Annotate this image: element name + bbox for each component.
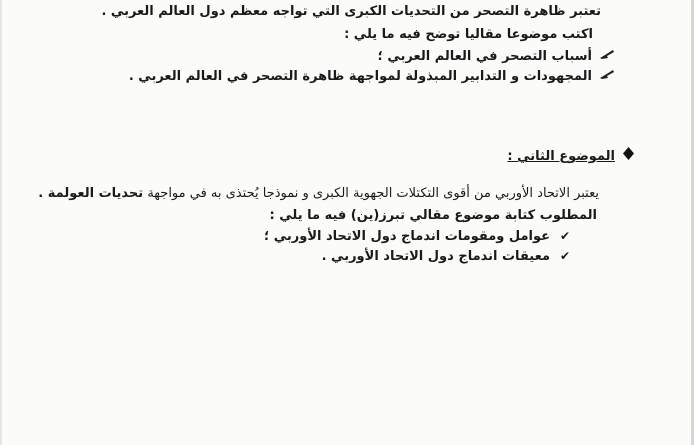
- topic1-task: اكتب موضوعا مقاليا توضح فيه ما يلي :: [344, 27, 593, 42]
- topic2-point: [0, 228, 694, 245]
- topic1-intro: تعتبر ظاهرة التصحر من التحديات الكبرى التي تواجه معظم دول العالم العربي .: [101, 4, 601, 19]
- checkmark-icon: ✔: [559, 249, 571, 263]
- diamond-bullet-icon: [623, 147, 634, 165]
- topic2-intro: [0, 186, 694, 202]
- topic1-point: [0, 48, 694, 65]
- topic2-point-text: عوامل ومقومات اندماج دول الاتحاد الأوربي ؛: [264, 229, 550, 244]
- pen-hand-icon: [598, 68, 616, 84]
- topic2-point-text: معيقات اندماج دول الاتحاد الأوربي .: [321, 249, 550, 264]
- pen-hand-icon: [598, 48, 616, 64]
- topic1-point: [0, 68, 694, 85]
- topic2-intro-plain: يعتبر الاتحاد الأوربي من أقوى التكتلات الجهوية الكبرى و نموذجا يُحتذى به في مواجهة: [143, 186, 599, 201]
- topic2-task: المطلوب كتابة موضوع مقالي تبرز(ين) فيه ما يلي :: [269, 208, 597, 223]
- topic2-intro-bold: تحديات العولمة .: [38, 186, 144, 201]
- topic2-point: [0, 248, 694, 265]
- topic2-heading-text: الموضوع الثاني :: [507, 149, 615, 164]
- topic1-point-text: أسباب التصحر في العالم العربي ؛: [377, 49, 592, 64]
- topic2-heading: [0, 147, 694, 165]
- checkmark-icon: ✔: [559, 229, 571, 243]
- topic1-point-text: المجهودات و التدابير المبذولة لمواجهة ظاهرة التصحر في العالم العربي .: [128, 69, 592, 84]
